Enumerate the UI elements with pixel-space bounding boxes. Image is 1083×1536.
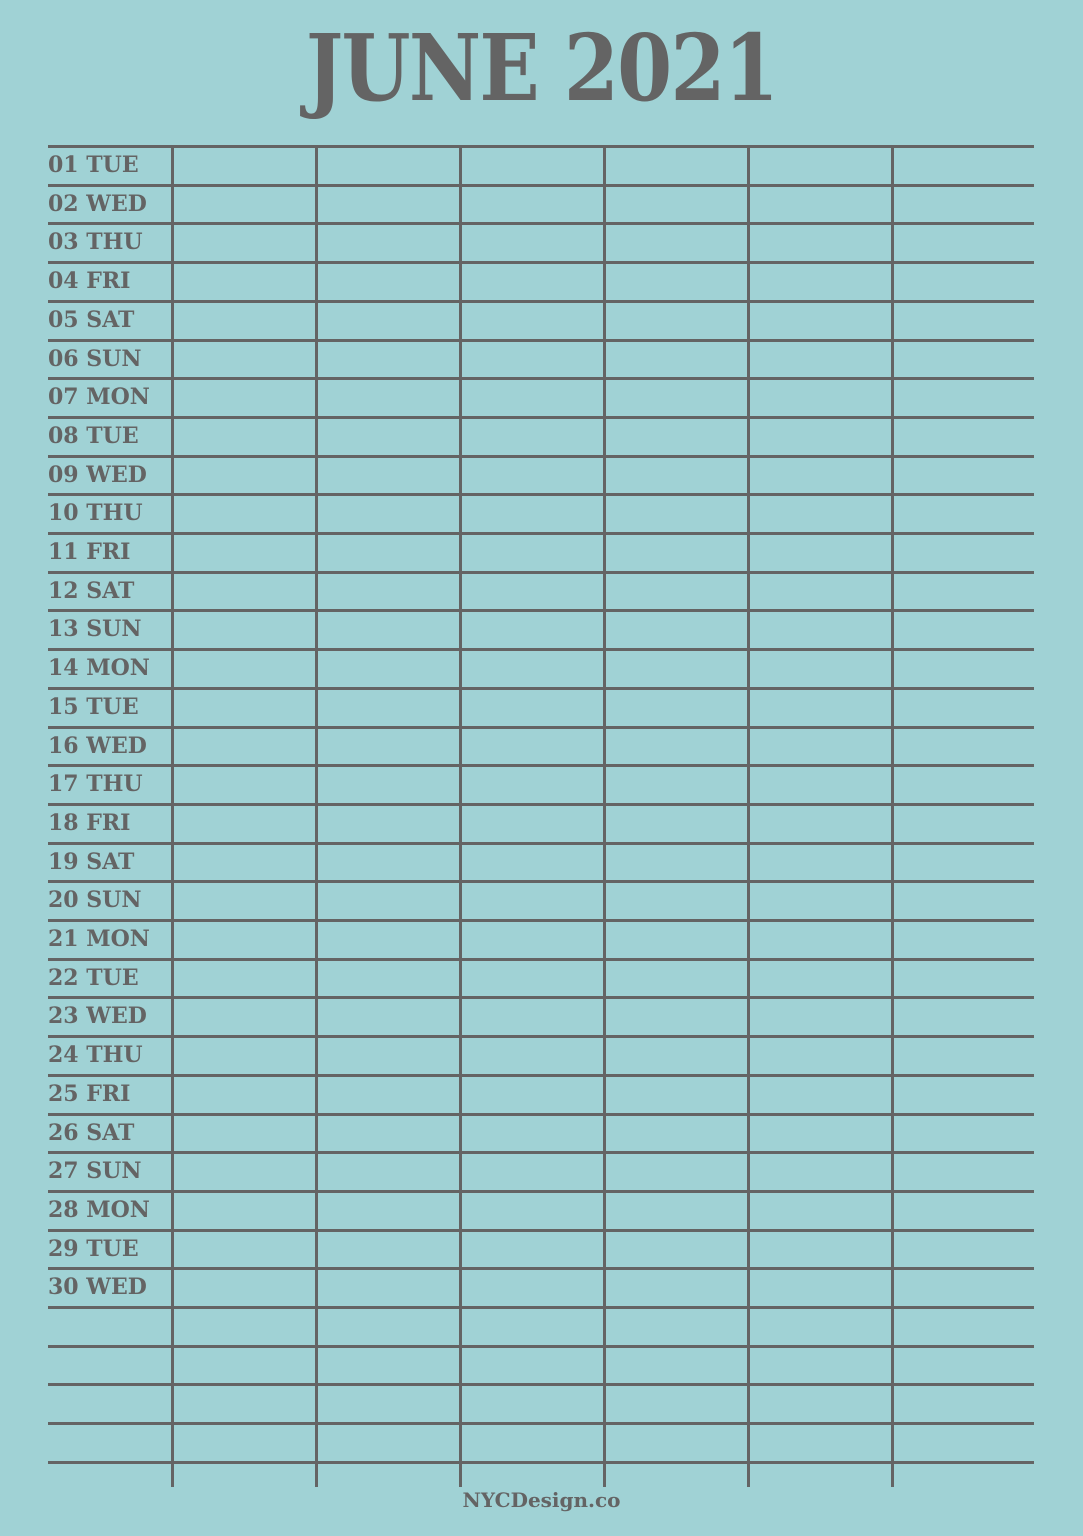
day-label: 08 TUE	[48, 422, 139, 449]
row-divider	[48, 1190, 1034, 1193]
row-divider	[48, 222, 1034, 225]
row-divider	[48, 339, 1034, 342]
day-label: 21 MON	[48, 926, 150, 952]
row-divider	[48, 726, 1034, 729]
day-label: 06 SUN	[48, 345, 142, 372]
day-label: 22 TUE	[48, 964, 139, 991]
row-divider	[48, 764, 1034, 767]
row-divider	[48, 532, 1034, 535]
row-divider	[48, 1422, 1034, 1425]
day-label: 28 MON	[48, 1196, 150, 1223]
row-divider	[48, 1306, 1034, 1309]
day-label: 19 SAT	[48, 848, 135, 875]
day-label: 26 SAT	[48, 1119, 135, 1146]
day-label: 05 SAT	[48, 306, 135, 333]
row-divider	[48, 1113, 1034, 1116]
row-divider	[48, 300, 1034, 303]
day-label: 14 MON	[48, 655, 150, 682]
day-label: 27 SUN	[48, 1158, 142, 1185]
column-divider	[171, 147, 174, 1487]
row-divider	[48, 1229, 1034, 1232]
day-label: 04 FRI	[48, 268, 131, 295]
row-divider	[48, 1035, 1034, 1038]
day-label: 16 WED	[48, 732, 147, 759]
row-divider	[48, 571, 1034, 574]
column-divider	[603, 147, 606, 1487]
footer-credit: NYCDesign.co	[462, 1488, 621, 1512]
day-label: 18 FRI	[48, 809, 131, 836]
day-label: 24 THU	[48, 1042, 143, 1069]
day-label: 03 THU	[48, 229, 143, 256]
row-divider	[48, 1383, 1034, 1386]
row-divider	[48, 996, 1034, 999]
row-divider	[48, 493, 1034, 496]
row-divider	[48, 377, 1034, 380]
row-divider	[48, 416, 1034, 419]
row-divider	[48, 261, 1034, 264]
row-divider	[48, 1461, 1034, 1464]
row-divider	[48, 919, 1034, 922]
day-label: 17 THU	[48, 771, 143, 798]
day-label: 07 MON	[48, 384, 150, 411]
column-divider	[891, 147, 894, 1487]
day-label: 15 TUE	[48, 693, 139, 720]
row-divider	[48, 609, 1034, 612]
row-divider	[48, 803, 1034, 806]
day-label: 13 SUN	[48, 616, 142, 643]
row-divider	[48, 145, 1034, 148]
day-label: 09 WED	[48, 461, 147, 488]
day-label: 10 THU	[48, 500, 143, 527]
row-divider	[48, 455, 1034, 458]
row-divider	[48, 1074, 1034, 1077]
day-label: 01 TUE	[48, 152, 139, 178]
row-divider	[48, 842, 1034, 845]
day-label: 25 FRI	[48, 1080, 131, 1107]
row-divider	[48, 1345, 1034, 1348]
column-divider	[747, 147, 750, 1487]
day-label: 02 WED	[48, 190, 147, 217]
row-divider	[48, 958, 1034, 961]
row-divider	[48, 1151, 1034, 1154]
day-label: 23 WED	[48, 1003, 147, 1030]
column-divider	[459, 147, 462, 1487]
row-divider	[48, 648, 1034, 651]
day-label: 12 SAT	[48, 577, 135, 604]
day-label: 30 WED	[48, 1274, 147, 1301]
row-divider	[48, 687, 1034, 690]
row-divider	[48, 1267, 1034, 1270]
column-divider	[315, 147, 318, 1487]
day-label: 11 FRI	[48, 539, 131, 565]
day-label: 20 SUN	[48, 887, 142, 914]
row-divider	[48, 184, 1034, 187]
day-label: 29 TUE	[48, 1235, 139, 1262]
row-divider	[48, 880, 1034, 883]
page-title: JUNE 2021	[305, 14, 778, 122]
